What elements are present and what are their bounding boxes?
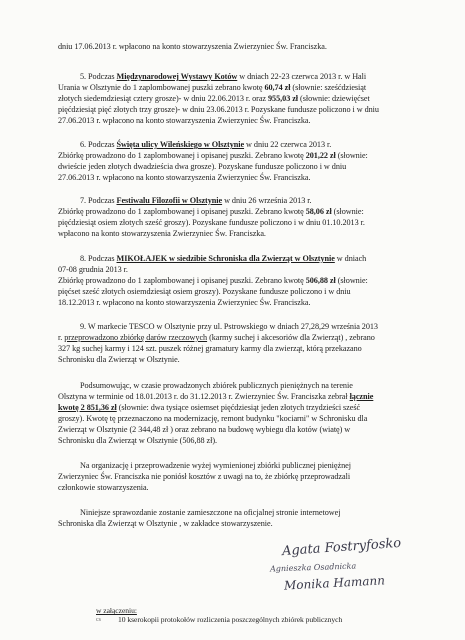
section-9-line-2 [58,333,375,342]
signature-2: Agnieszka Osadnicka [269,561,357,574]
section-8-line-5: 18.12.2013 r. wpłacono na konto stowarzyszenia Zwierzyniec Św. Franciszka. [58,298,311,307]
section-8-line-1-rest: w dniach [334,254,367,263]
section-5-line-4: pięćdziesiąt pięć złotych trzy grosze)- w dniu 23.06.2013 r. Pozyskane fundusze policzono i w dniu [58,105,379,114]
summary-line-3 [58,403,360,412]
costs-line-3: członkowie stowarzyszenia. [58,483,149,492]
section-5-line-1 [80,72,366,81]
summary-line-6: Schronisku dla Zwierząt w Olsztynie (506,88 zł). [58,436,218,445]
section-5-line-3-text: złotych siedemdziesiąt cztery grosze)- w dniu 22.06.2013 r. oraz [58,94,269,103]
section-5-line-2-rest: (słownie: sześćdziesiąt [290,83,367,92]
section-7-line-3: pięćdziesiąt osiem złotych sześć groszy). Pozyskane fundusze policzono i w dniu 01.10.2013 r. [58,218,365,227]
section-6-line-2 [58,151,368,160]
summary-total-label: łącznie [349,392,374,401]
section-8-line-1 [80,254,366,263]
section-6-line-3: dwieście jeden złotych dwadzieścia dwa grosze). Pozyskane fundusze policzono i w dniu [58,162,347,171]
publication-line-2: Schroniska dla Zwierząt w Olsztynie , w zakładce stowarzyszenie. [58,519,273,528]
section-6-line-4: 27.06.2013 r. wpłacono na konto stowarzyszenia Zwierzyniec Św. Franciszka. [58,173,311,182]
section-5-amount-2: 955,03 zł [268,94,299,103]
section-9-line-1: 9. W markecie TESCO w Olsztynie przy ul. Pstrowskiego w dniach 27,28,29 września 2013 [80,322,378,331]
section-5-line-3 [58,94,370,103]
section-5-amount-1: 60,74 zł [264,83,291,92]
section-5-line-3-rest: (słownie: dziewięćset [298,94,370,103]
section-8-line-2: 07-08 grudnia 2013 r. [58,265,128,274]
section-9-line-3: 327 kg suchej karmy i 124 szt. puszek różnej gramatury karmy dla zwierząt, którą przekazano [58,344,362,353]
attachments-label: w załączeniu: [96,606,137,615]
section-5-prefix: 5. Podczas [80,72,117,81]
section-7-line-4: wpłacono na konto stowarzyszenia Zwierzyniec Św. Franciszka. [58,229,266,238]
section-8-amount: 506,88 zł [305,276,336,285]
section-7-event: Festiwalu Filozofii w Olsztynie [116,196,223,205]
section-8-prefix: 8. Podczas [80,254,117,263]
section-5-line-2-text: Urania w Olsztynie do 1 zaplombowanej puszki zebrano kwotę [58,83,265,92]
summary-line-2-text: Olsztyna w terminie od 18.01.2013 r. do 31.12.2013 r. Zwierzyniec Św. Franciszka zebrał [58,392,350,401]
summary-line-5: Zwierząt w Olsztynie (2 344,48 zł ) oraz zebrano na budowę wybiegu dla kotów (wiatę) w [58,425,351,434]
signature-3: Monika Hamann [283,573,386,593]
section-7-line-1-rest: w dniu 26 września 2013 r. [222,196,312,205]
section-7-amount: 58,06 zł [305,207,332,216]
intro-line [58,42,327,51]
section-9-line-2-rest: (karmy suchej i akcesoriów dla Zwierząt) , zebrano [207,333,375,342]
section-8-line-3 [58,276,368,285]
summary-line-4: groszy). Kwotę tę przeznaczono na modernizację, remont budynku "kociarni" w Schronisku dla [58,414,368,423]
section-9-collection-highlight: przeprowadzono zbiórkę darów rzeczowych [64,333,208,342]
section-6-prefix: 6. Podczas [80,140,117,149]
costs-line-1: Na organizację i przeprowadzenie wyżej wymienionej zbiórki publicznej pieniężnej [80,461,351,470]
section-5-line-2 [58,83,366,92]
section-7-line-2-text: Zbiórkę prowadzono do 1 zaplombowanej i opisanej puszki. Zebrano kwotę [58,207,306,216]
section-7-line-1 [80,196,311,205]
section-7-line-2-rest: (słownie: [331,207,364,216]
section-6-event: Święta ulicy Wileńskiego w Olsztynie [116,140,245,149]
intro-text: dniu 17.06.2013 r. wpłacono na konto stowarzyszenia Zwierzyniec Św. Franciszka. [58,42,327,51]
section-6-line-1-rest: w dniu 22 czerwca 2013 r. [244,140,332,149]
costs-line-2: Zwierzyniec Św. Franciszka nie poniósł kosztów z uwagi na to, że zbiórkę przeprowadzali [58,472,351,481]
section-5-line-1-rest: w dniach 22-23 czerwca 2013 r. w Hali [237,72,367,81]
signature-1: Agata Fostryfosko [281,535,402,560]
section-5-event: Międzynarodowej Wystawy Kotów [116,72,238,81]
section-8-line-4: pięćset sześć złotych osiemdziesiąt osiem groszy). Pozyskane fundusze policzono i w dniu [58,287,351,296]
section-6-line-1 [80,140,331,149]
section-6-line-2-rest: (słownie: [335,151,368,160]
section-8-line-3-rest: (słownie: [335,276,368,285]
attachment-item: 10 kserokopii protokołów rozliczenia poszczególnych zbiórek publicznych [118,615,343,624]
section-6-amount: 201,22 zł [305,151,336,160]
publication-line-1: Niniejsze sprawozdanie zostanie zamieszczone na oficjalnej stronie internetowej [80,508,341,517]
section-9-line-4: Schronisku dla Zwierząt w Olsztynie. [58,355,180,364]
summary-line-2 [58,392,373,401]
attachment-bullet: cs [96,617,101,623]
section-6-line-2-text: Zbiórkę prowadzono do 1 zaplombowanej i opisanej puszki. Zebrano kwotę [58,151,306,160]
section-7-line-2 [58,207,364,216]
summary-line-1: Podsumowując, w czasie prowadzonych zbiórek publicznych pieniężnych na terenie [80,381,353,390]
section-5-line-5: 27.06.2013 r. wpłacono na konto stowarzyszenia Zwierzyniec Św. Franciszka. [58,116,311,125]
section-8-event: MIKOŁAJEK w siedzibie Schroniska dla Zwierząt w Olsztynie [116,254,335,263]
summary-total-amount: kwotę 2 851,36 zł [58,403,117,412]
section-7-prefix: 7. Podczas [80,196,117,205]
section-9-line-2-prefix: r. [58,333,65,342]
section-8-line-3-text: Zbiórkę prowadzono do 1 zaplombowanej i opisanej puszki. Zebrano kwotę [58,276,306,285]
summary-line-3-rest: (słownie: dwa tysiące osiemset pięćdziesiąt jeden złotych trzydzieści sześć [116,403,361,412]
